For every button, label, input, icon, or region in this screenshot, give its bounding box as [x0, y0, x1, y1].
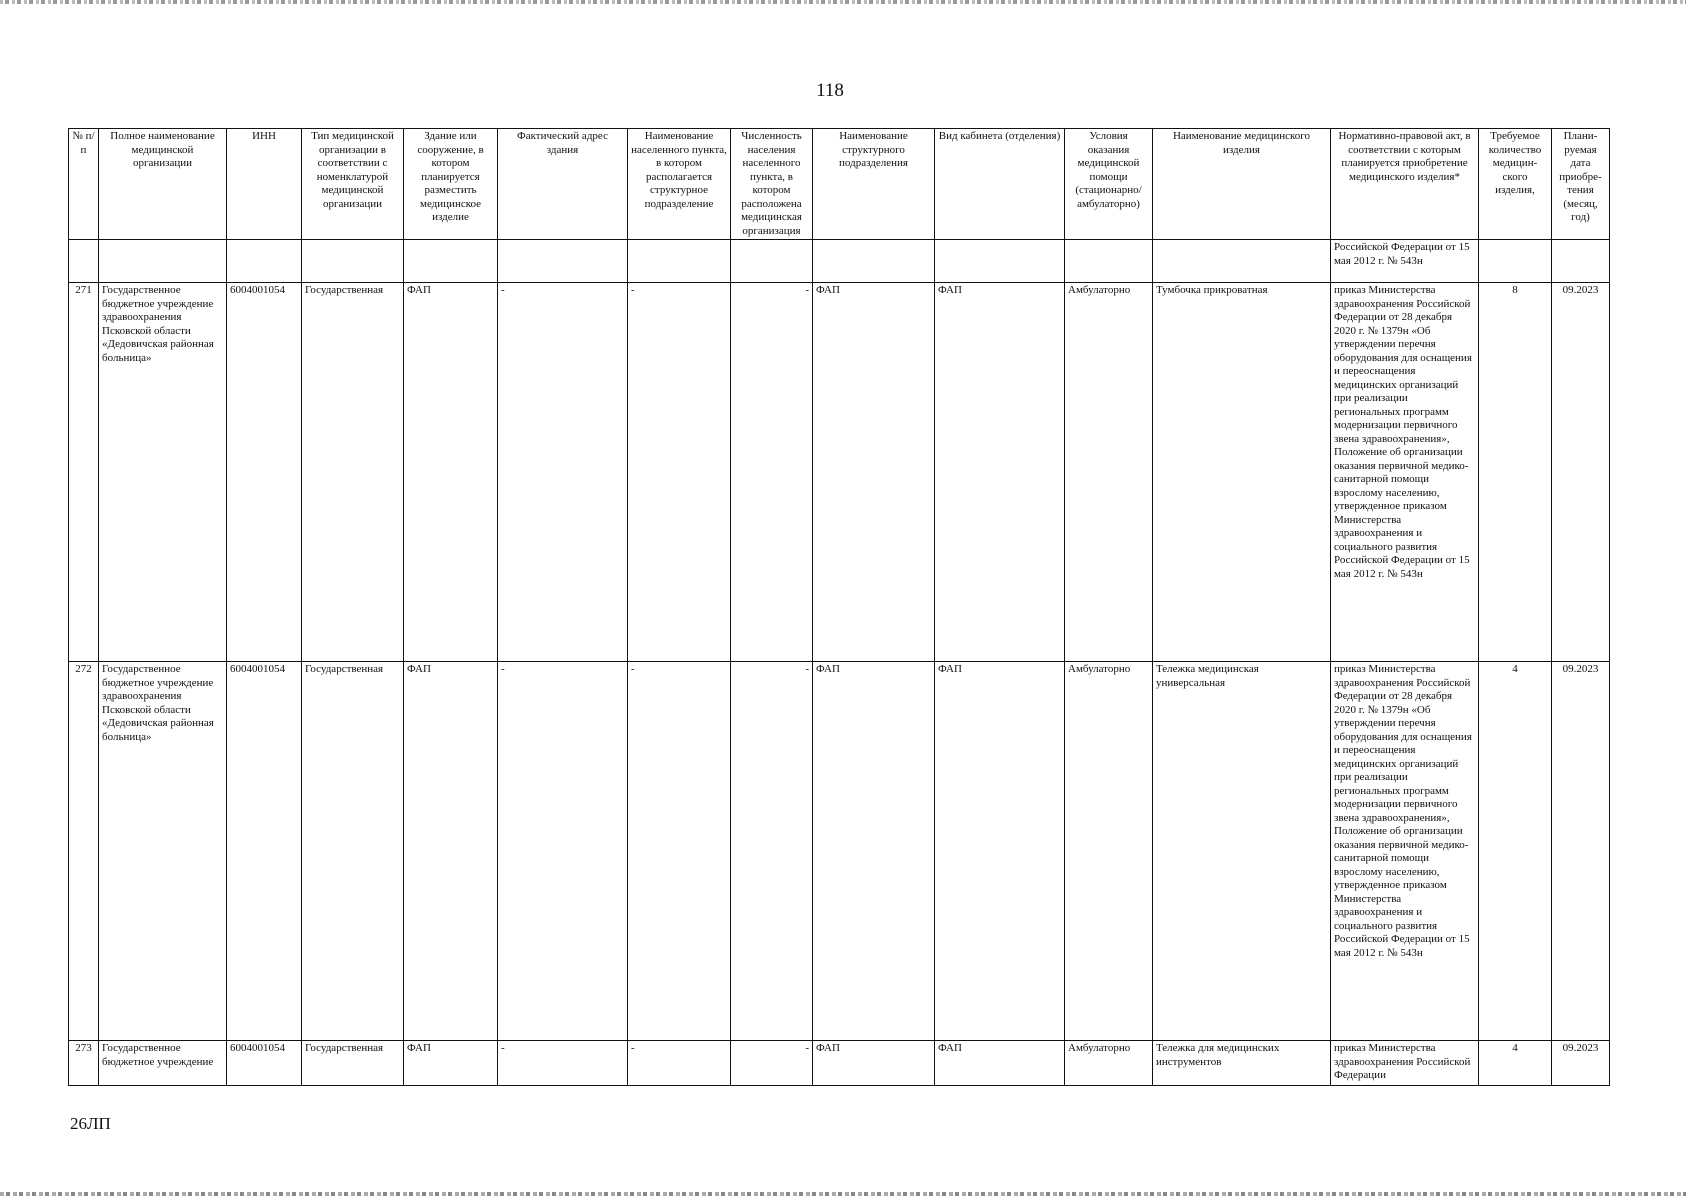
col-header-settlement: Наименование населенного пункта, в котором располагается структурное подразделение [628, 129, 731, 240]
col-header-address: Фактический адрес здания [498, 129, 628, 240]
org-cell: Государственное бюджетное учреждение здравоохранения Псковской области «Дедовичская районная больница» [99, 283, 227, 662]
settlement-cell: - [628, 283, 731, 662]
col-header-device: Наименование медицинского изделия [1153, 129, 1331, 240]
table-header-row [69, 129, 1610, 240]
address-cell: - [498, 1041, 628, 1086]
settlement-cell: - [628, 1041, 731, 1086]
org-cell: Государственное бюджетное учреждение [99, 1041, 227, 1086]
scan-edge-top [0, 0, 1686, 4]
address-cell: - [498, 662, 628, 1041]
col-header-inn: ИНН [227, 129, 302, 240]
cabinet-cell: ФАП [935, 283, 1065, 662]
col-header-num: № п/п [69, 129, 99, 240]
table-row [69, 662, 1610, 1041]
date-cell: 09.2023 [1552, 662, 1610, 1041]
conditions-cell: Амбулаторно [1065, 283, 1153, 662]
col-header-population: Численность населения населенного пункта, в котором расположена медицинская организация [731, 129, 813, 240]
legal-act-cell: Российской Федерации от 15 мая 2012 г. № 543н [1331, 240, 1479, 283]
legal-act-cell: приказ Министерства здравоохранения Российской Федерации [1331, 1041, 1479, 1086]
cabinet-cell: ФАП [935, 662, 1065, 1041]
inn-cell: 6004001054 [227, 1041, 302, 1086]
address-cell: - [498, 283, 628, 662]
legal-act-cell: приказ Министерства здравоохранения Российской Федерации от 28 декабря 2020 г. № 1379н «Об утверждении перечня оборудования для оснащения и переоснащения медицинских организаций при реализации региональных программ модернизации первичного звена здравоохранения», Положение об организации оказания первичной медико-санитарной помощи взрослому населению, утвержденное приказом Министерства здравоохранения и социального развития Российской Федерации от 15 мая 2012 г. № 543н [1331, 662, 1479, 1041]
unit-cell: ФАП [813, 662, 935, 1041]
quantity-cell: 4 [1479, 1041, 1552, 1086]
table-row [69, 1041, 1610, 1086]
type-cell: Государственная [302, 1041, 404, 1086]
table-row [69, 283, 1610, 662]
unit-cell: ФАП [813, 1041, 935, 1086]
col-header-building: Здание или сооружение, в котором планируется разместить медицинское изделие [404, 129, 498, 240]
building-cell: ФАП [404, 662, 498, 1041]
scan-edge-bottom [0, 1192, 1686, 1196]
building-cell: ФАП [404, 283, 498, 662]
device-cell: Тележка для медицинских инструментов [1153, 1041, 1331, 1086]
population-cell: - [731, 283, 813, 662]
col-header-type: Тип медицинской организации в соответствии с номенклатурой медицинской организации [302, 129, 404, 240]
equipment-table [68, 128, 1610, 1086]
legal-act-cell: приказ Министерства здравоохранения Российской Федерации от 28 декабря 2020 г. № 1379н «Об утверждении перечня оборудования для оснащения и переоснащения медицинских организаций при реализации региональных программ модернизации первичного звена здравоохранения», Положение об организации оказания первичной медико-санитарной помощи взрослому населению, утвержденное приказом Министерства здравоохранения и социального развития Российской Федерации от 15 мая 2012 г. № 543н [1331, 283, 1479, 662]
type-cell: Государственная [302, 283, 404, 662]
col-header-unit: Наименование структурного подразделения [813, 129, 935, 240]
inn-cell: 6004001054 [227, 662, 302, 1041]
population-cell: - [731, 1041, 813, 1086]
page-number: 118 [816, 80, 844, 101]
building-cell: ФАП [404, 1041, 498, 1086]
row-num: 272 [69, 662, 99, 1041]
col-header-date: Плани-руемая дата приобре-тения (месяц, год) [1552, 129, 1610, 240]
population-cell: - [731, 662, 813, 1041]
device-cell: Тумбочка прикроватная [1153, 283, 1331, 662]
table-row-continuation [69, 240, 1610, 283]
date-cell: 09.2023 [1552, 1041, 1610, 1086]
row-num: 271 [69, 283, 99, 662]
device-cell: Тележка медицинская универсальная [1153, 662, 1331, 1041]
conditions-cell: Амбулаторно [1065, 662, 1153, 1041]
row-num: 273 [69, 1041, 99, 1086]
col-header-org: Полное наименование медицинской организации [99, 129, 227, 240]
inn-cell: 6004001054 [227, 283, 302, 662]
quantity-cell: 4 [1479, 662, 1552, 1041]
col-header-conditions: Условия оказания медицинской помощи (стационарно/ амбулаторно) [1065, 129, 1153, 240]
footer-code: 26ЛП [70, 1114, 111, 1133]
quantity-cell: 8 [1479, 283, 1552, 662]
date-cell: 09.2023 [1552, 283, 1610, 662]
conditions-cell: Амбулаторно [1065, 1041, 1153, 1086]
col-header-legal-act: Нормативно-правовой акт, в соответствии с которым планируется приобретение медицинского изделия* [1331, 129, 1479, 240]
type-cell: Государственная [302, 662, 404, 1041]
unit-cell: ФАП [813, 283, 935, 662]
col-header-quantity: Требуемое количество медицин-ского изделия, [1479, 129, 1552, 240]
cabinet-cell: ФАП [935, 1041, 1065, 1086]
org-cell: Государственное бюджетное учреждение здравоохранения Псковской области «Дедовичская районная больница» [99, 662, 227, 1041]
col-header-cabinet: Вид кабинета (отделения) [935, 129, 1065, 240]
settlement-cell: - [628, 662, 731, 1041]
